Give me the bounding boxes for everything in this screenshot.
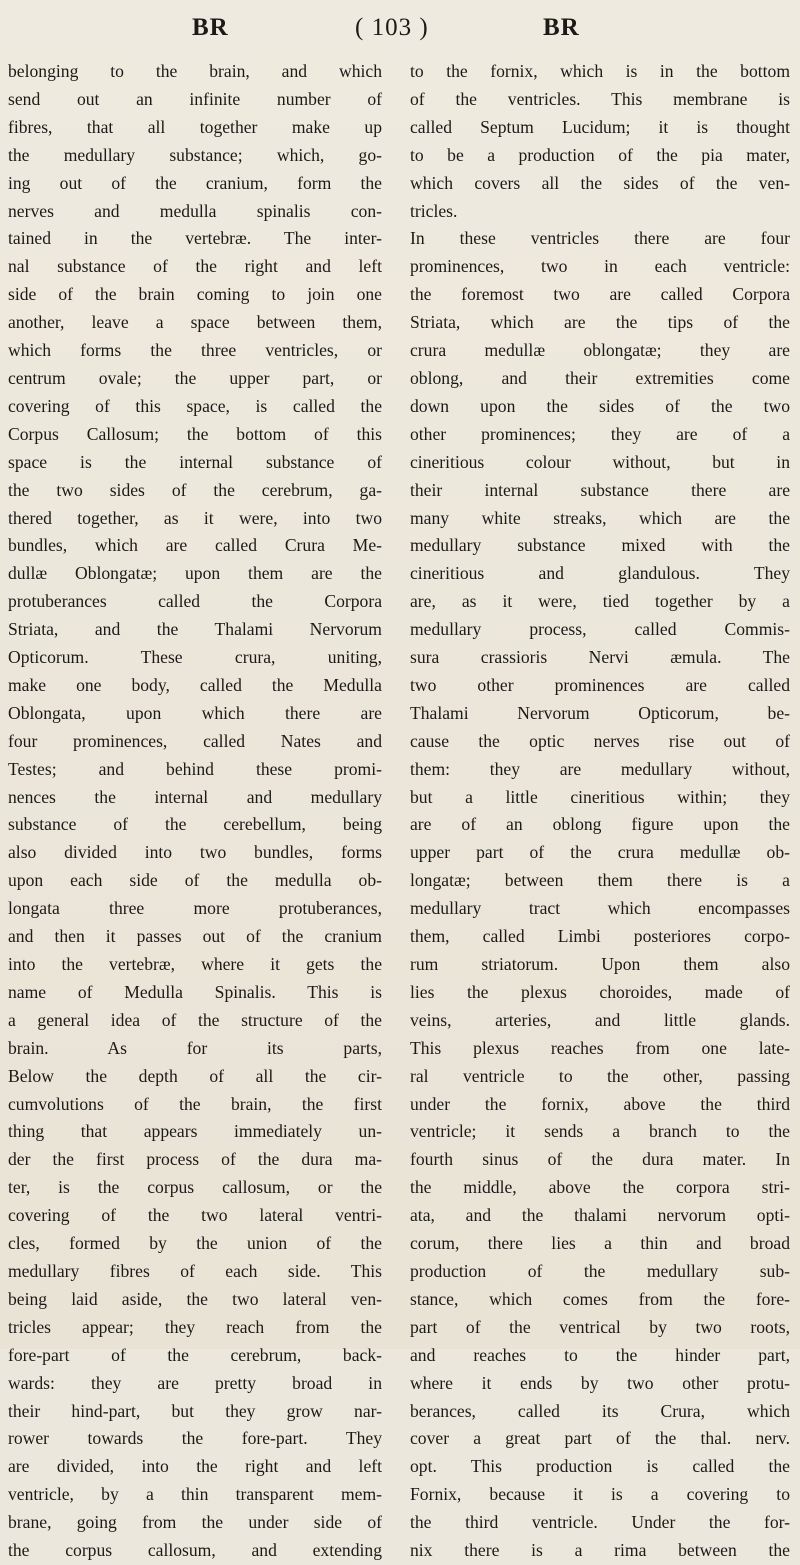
text-line: dullæ Oblongatæ; upon them are the bbox=[8, 563, 382, 584]
text-line: This plexus reaches from one late- bbox=[410, 1037, 790, 1058]
text-line: the two sides of the cerebrum, ga- bbox=[8, 479, 382, 500]
text-line: ral ventricle to the other, passing bbox=[410, 1065, 790, 1086]
text-line: tained in the vertebræ. The inter- bbox=[8, 228, 382, 249]
text-line: ata, and the thalami nervorum opti- bbox=[410, 1205, 790, 1226]
text-line: covering of the two lateral ventri- bbox=[8, 1205, 382, 1226]
text-line: the third ventricle. Under the for- bbox=[410, 1512, 790, 1533]
text-line: are divided, into the right and left bbox=[8, 1456, 382, 1477]
text-line: cineritious colour without, but in bbox=[410, 451, 790, 472]
header-right-word: BR bbox=[543, 14, 580, 41]
text-line: ing out of the cranium, form the bbox=[8, 172, 382, 193]
text-line: nal substance of the right and left bbox=[8, 256, 382, 277]
text-line: but a little cineritious within; they bbox=[410, 786, 790, 807]
text-line: being laid aside, the two lateral ven- bbox=[8, 1288, 382, 1309]
text-line: to be a production of the pia mater, bbox=[410, 144, 790, 165]
text-line: and reaches to the hinder part, bbox=[410, 1344, 790, 1365]
text-line: sura crassioris Nervi æmula. The bbox=[410, 647, 790, 668]
text-line: lies the plexus choroides, made of bbox=[410, 981, 790, 1002]
text-line: cause the optic nerves rise out of bbox=[410, 730, 790, 751]
text-line: nences the internal and medullary bbox=[8, 786, 382, 807]
text-line: upper part of the crura medullæ ob- bbox=[410, 842, 790, 863]
right-text-column bbox=[410, 58, 790, 1565]
text-line: medullary tract which encompasses bbox=[410, 898, 790, 919]
text-line: side of the brain coming to join one bbox=[8, 284, 382, 305]
text-line: rum striatorum. Upon them also bbox=[410, 954, 790, 974]
running-header bbox=[0, 14, 800, 50]
text-line: tricles appear; they reach from the bbox=[8, 1316, 382, 1337]
text-line: der the first process of the dura ma- bbox=[8, 1149, 382, 1170]
text-line: are, as it were, tied together by a bbox=[410, 591, 790, 612]
text-line: other prominences; they are of a bbox=[410, 423, 790, 444]
text-line: also divided into two bundles, forms bbox=[8, 842, 382, 863]
text-line: the foremost two are called Corpora bbox=[410, 284, 790, 305]
text-line: them: they are medullary without, bbox=[410, 758, 790, 779]
text-line: to the fornix, which is in the bottom bbox=[410, 61, 790, 81]
text-line: cover a great part of the thal. nerv. bbox=[410, 1428, 790, 1449]
text-line: covering of this space, is called the bbox=[8, 395, 382, 416]
text-line: tricles. bbox=[410, 200, 458, 221]
text-line: nerves and medulla spinalis con- bbox=[8, 200, 382, 221]
text-line: crura medullæ oblongatæ; they are bbox=[410, 340, 790, 361]
text-line: prominences, two in each ventricle: bbox=[410, 256, 790, 277]
text-line: thing that appears immediately un- bbox=[8, 1121, 382, 1142]
text-line: Fornix, because it is a covering to bbox=[410, 1484, 790, 1505]
text-line: called Septum Lucidum; it is thought bbox=[410, 116, 790, 137]
text-line: belonging to the brain, and which bbox=[8, 61, 382, 81]
text-line: many white streaks, which are the bbox=[410, 507, 790, 528]
text-line: fore-part of the cerebrum, back- bbox=[8, 1344, 382, 1365]
text-line: Opticorum. These crura, uniting, bbox=[8, 647, 382, 668]
text-line: wards: they are pretty broad in bbox=[8, 1372, 382, 1393]
text-line: medullary process, called Commis- bbox=[410, 619, 790, 640]
text-line: Thalami Nervorum Opticorum, be- bbox=[410, 702, 790, 723]
text-line: In these ventricles there are four bbox=[410, 228, 790, 249]
text-line: their hind-part, but they grow nar- bbox=[8, 1400, 382, 1421]
text-line: fibres, that all together make up bbox=[8, 116, 382, 137]
text-line: ventricle, by a thin transparent mem- bbox=[8, 1484, 382, 1505]
text-line: ventricle; it sends a branch to the bbox=[410, 1121, 790, 1142]
text-line: make one body, called the Medulla bbox=[8, 674, 382, 695]
text-line: brain. As for its parts, bbox=[8, 1037, 382, 1058]
text-line: space is the internal substance of bbox=[8, 451, 382, 472]
text-line: two other prominences are called bbox=[410, 674, 790, 695]
text-line: cumvolutions of the brain, the first bbox=[8, 1093, 382, 1114]
text-line: medullary fibres of each side. This bbox=[8, 1260, 382, 1281]
text-line: which forms the three ventricles, or bbox=[8, 340, 382, 361]
text-line: fourth sinus of the dura mater. In bbox=[410, 1149, 790, 1170]
text-line: nix there is a rima between the bbox=[410, 1540, 790, 1561]
text-line: part of the ventrical by two roots, bbox=[410, 1316, 790, 1337]
text-line: a general idea of the structure of the bbox=[8, 1009, 382, 1030]
text-line: where it ends by two other protu- bbox=[410, 1372, 790, 1393]
text-line: four prominences, called Nates and bbox=[8, 730, 382, 751]
text-line: the corpus callosum, and extending bbox=[8, 1540, 382, 1561]
text-line: centrum ovale; the upper part, or bbox=[8, 367, 382, 388]
text-line: the medullary substance; which, go- bbox=[8, 144, 382, 165]
text-line: and then it passes out of the cranium bbox=[8, 926, 382, 947]
text-line: opt. This production is called the bbox=[410, 1456, 790, 1477]
text-line: the middle, above the corpora stri- bbox=[410, 1177, 790, 1198]
text-line: cineritious and glandulous. They bbox=[410, 563, 790, 584]
text-line: Corpus Callosum; the bottom of this bbox=[8, 423, 382, 444]
text-line: Oblongata, upon which there are bbox=[8, 702, 382, 723]
header-left-word: BR bbox=[192, 14, 229, 41]
text-line: another, leave a space between them, bbox=[8, 312, 382, 333]
text-line: of the ventricles. This membrane is bbox=[410, 88, 790, 109]
text-line: cles, formed by the union of the bbox=[8, 1233, 382, 1254]
text-line: upon each side of the medulla ob- bbox=[8, 870, 382, 891]
text-line: production of the medullary sub- bbox=[410, 1260, 790, 1281]
text-line: veins, arteries, and little glands. bbox=[410, 1009, 790, 1030]
text-line: their internal substance there are bbox=[410, 479, 790, 500]
text-line: stance, which comes from the fore- bbox=[410, 1288, 790, 1309]
text-line: send out an infinite number of bbox=[8, 88, 382, 109]
text-line: ter, is the corpus callosum, or the bbox=[8, 1177, 382, 1198]
text-line: protuberances called the Corpora bbox=[8, 591, 382, 612]
text-line: berances, called its Crura, which bbox=[410, 1400, 790, 1421]
text-line: thered together, as it were, into two bbox=[8, 507, 382, 528]
text-line: corum, there lies a thin and broad bbox=[410, 1233, 790, 1254]
page-number: ( 103 ) bbox=[355, 14, 429, 41]
text-line: medullary substance mixed with the bbox=[410, 535, 790, 556]
text-line: substance of the cerebellum, being bbox=[8, 814, 382, 835]
text-line: rower towards the fore-part. They bbox=[8, 1428, 382, 1449]
text-line: down upon the sides of the two bbox=[410, 395, 790, 416]
text-line: Testes; and behind these promi- bbox=[8, 758, 382, 779]
text-line: longata three more protuberances, bbox=[8, 898, 382, 919]
text-line: them, called Limbi posteriores corpo- bbox=[410, 926, 790, 947]
text-line: name of Medulla Spinalis. This is bbox=[8, 981, 382, 1002]
text-line: under the fornix, above the third bbox=[410, 1093, 790, 1114]
left-text-column bbox=[8, 58, 382, 1565]
text-line: are of an oblong figure upon the bbox=[410, 814, 790, 835]
text-line: oblong, and their extremities come bbox=[410, 367, 790, 388]
text-line: Below the depth of all the cir- bbox=[8, 1065, 382, 1086]
text-line: which covers all the sides of the ven- bbox=[410, 172, 790, 193]
text-line: longatæ; between them there is a bbox=[410, 870, 790, 891]
text-line: Striata, and the Thalami Nervorum bbox=[8, 619, 382, 640]
text-line: bundles, which are called Crura Me- bbox=[8, 535, 382, 556]
text-line: Striata, which are the tips of the bbox=[410, 312, 790, 333]
text-line: into the vertebræ, where it gets the bbox=[8, 954, 382, 974]
text-line: brane, going from the under side of bbox=[8, 1512, 382, 1533]
